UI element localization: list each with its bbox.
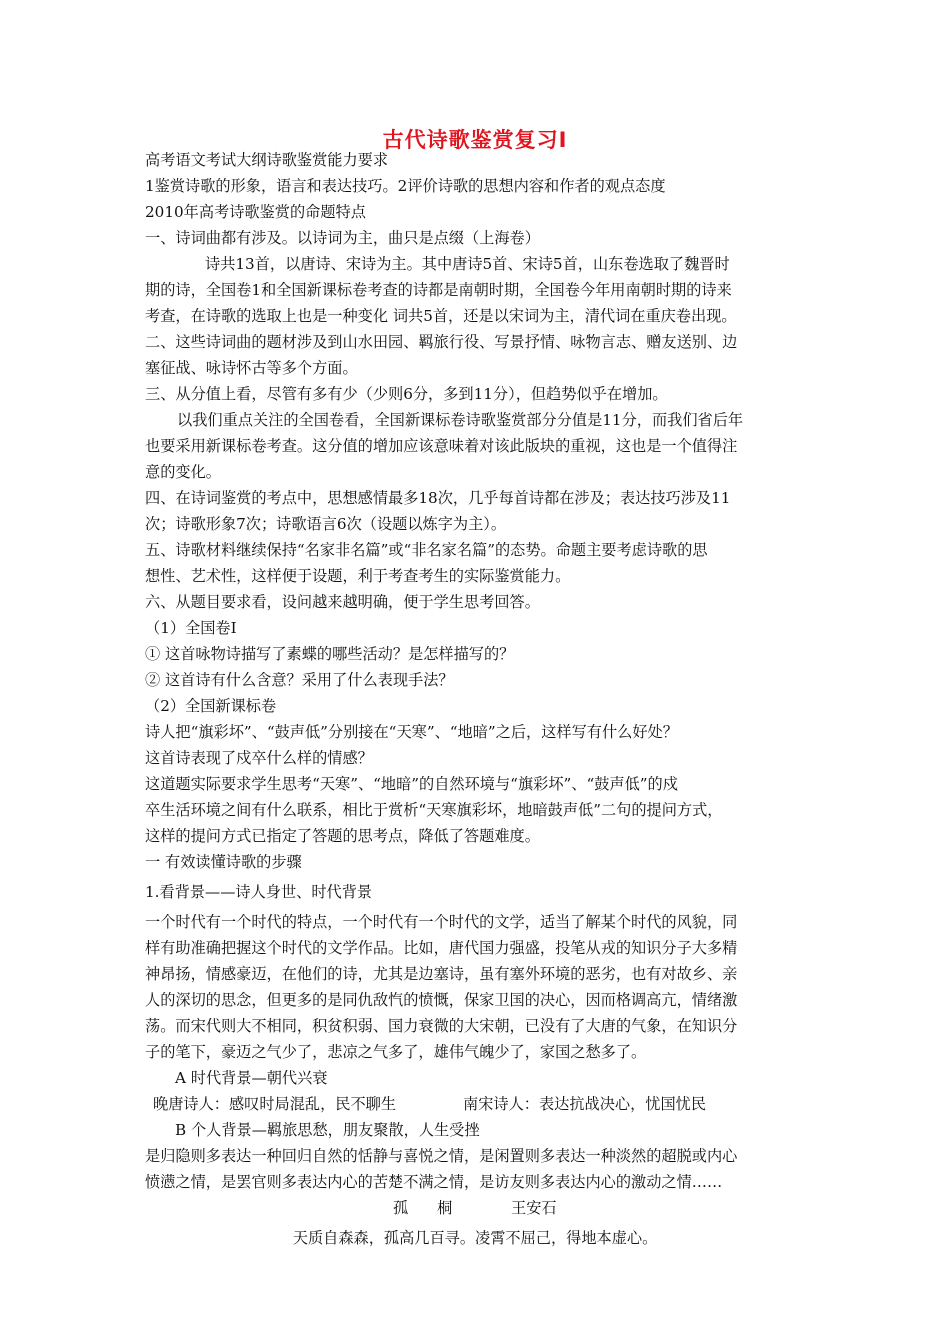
paragraph-line: 也要采用新课标卷考查。这分值的增加应该意味着对该此版块的重视，这也是一个值得注 — [145, 437, 738, 455]
paragraph-line: 荡。而宋代则大不相同，积贫积弱、国力衰微的大宋朝，已没有了大唐的气象，在知识分 — [145, 1017, 738, 1035]
paragraph-line: 卒生活环境之间有什么联系，相比于赏析“天寒旗彩坏，地暗鼓声低”二句的提问方式， — [145, 801, 723, 819]
question-line: 这首诗表现了戍卒什么样的情感？ — [145, 749, 373, 767]
subsection-heading: B 个人背景—羁旅思愁，朋友聚散，人生受挫 — [175, 1121, 480, 1139]
paragraph-line: 塞征战、咏诗怀古等多个方面。 — [145, 359, 358, 377]
paragraph-line: 人的深切的思念，但更多的是同仇敌忾的愤慨，保家卫国的决心，因而格调高亢，情绪激 — [145, 991, 738, 1009]
paragraph-line: 南宋诗人：表达抗战决心，忧国忧民 — [463, 1095, 706, 1113]
question-line: 诗人把“旗彩坏”、“鼓声低”分别接在“天寒”、“地暗”之后，这样写有什么好处？ — [145, 723, 678, 741]
paragraph-line: 以我们重点关注的全国卷看，全国新课标卷诗歌鉴赏部分分值是11分，而我们省后年 — [177, 411, 744, 429]
paragraph-line: 样有助准确把握这个时代的文学作品。比如，唐代国力强盛，投笔从戎的知识分子大多精 — [145, 939, 738, 957]
paragraph-line: 考查，在诗歌的选取上也是一种变化 词共5首，还是以宋词为主，清代词在重庆卷出现。 — [145, 307, 737, 325]
subsection-heading: A 时代背景—朝代兴衰 — [175, 1069, 328, 1087]
paragraph-line: 这样的提问方式已指定了答题的思考点，降低了答题难度。 — [145, 827, 540, 845]
subsection-heading: （2）全国新课标卷 — [145, 697, 277, 715]
paragraph-line: 是归隐则多表达一种回归自然的恬静与喜悦之情，是闲置则多表达一种淡然的超脱或内心 — [145, 1147, 738, 1165]
paragraph-line: 一个时代有一个时代的特点，一个时代有一个时代的文学，适当了解某个时代的风貌，同 — [145, 913, 738, 931]
paragraph-line: 晚唐诗人：感叹时局混乱，民不聊生 — [153, 1095, 396, 1113]
section-heading: 六、从题目要求看，设问越来越明确，便于学生思考回答。 — [145, 593, 540, 611]
section-heading: 一 有效读懂诗歌的步骤 — [145, 853, 302, 871]
section-heading: 一、诗词曲都有涉及。以诗词为主，曲只是点缀（上海卷） — [145, 229, 540, 247]
page-title: 古代诗歌鉴赏复习Ⅰ — [382, 128, 568, 152]
question-line: ① 这首咏物诗描写了素蝶的哪些活动？是怎样描写的？ — [145, 645, 515, 663]
subsection-heading: 1.看背景——诗人身世、时代背景 — [145, 883, 373, 901]
paragraph-line: 2010年高考诗歌鉴赏的命题特点 — [145, 203, 366, 221]
paragraph-line: 诗共13首，以唐诗、宋诗为主。其中唐诗5首、宋诗5首，山东卷选取了魏晋时 — [205, 255, 730, 273]
paragraph-line: 愤懑之情，是罢官则多表达内心的苦楚不满之情，是访友则多表达内心的激动之情…… — [145, 1173, 723, 1191]
paragraph-line: 想性、艺术性，这样便于设题，利于考查考生的实际鉴赏能力。 — [145, 567, 571, 585]
section-heading: 三、从分值上看，尽管有多有少（少则6分，多到11分），但趋势似乎在增加。 — [145, 385, 668, 403]
poem-title: 孤 桐 — [393, 1199, 453, 1217]
paragraph-line: 高考语文考试大纲诗歌鉴赏能力要求 — [145, 151, 388, 169]
subsection-heading: （1）全国卷Ⅰ — [145, 619, 237, 637]
poem-line: 天质自森森，孤高几百寻。凌霄不屈己，得地本虚心。 — [292, 1229, 658, 1247]
paragraph-line: 子的笔下，豪迈之气少了，悲凉之气多了，雄伟气魄少了，家国之愁多了。 — [145, 1043, 647, 1061]
section-heading: 四、在诗词鉴赏的考点中，思想感情最多18次，几乎每首诗都在涉及；表达技巧涉及11 — [145, 489, 731, 507]
paragraph-line: 意的变化。 — [145, 463, 221, 481]
section-heading: 五、诗歌材料继续保持“名家非名篇”或“非名家名篇”的态势。命题主要考虑诗歌的思 — [145, 541, 708, 559]
poem-author: 王安石 — [511, 1199, 557, 1217]
paragraph-line: 这道题实际要求学生思考“天寒”、“地暗”的自然环境与“旗彩坏”、“鼓声低”的戍 — [145, 775, 678, 793]
paragraph-line: 神昂扬，情感豪迈，在他们的诗，尤其是边塞诗，虽有塞外环境的恶劣，也有对故乡、亲 — [145, 965, 738, 983]
paragraph-line: 次；诗歌形象7次；诗歌语言6次（设题以炼字为主）。 — [145, 515, 507, 533]
paragraph-line: 1鉴赏诗歌的形象，语言和表达技巧。2评价诗歌的思想内容和作者的观点态度 — [145, 177, 666, 195]
question-line: ② 这首诗有什么含意？采用了什么表现手法？ — [145, 671, 454, 689]
section-heading: 二、这些诗词曲的题材涉及到山水田园、羁旅行役、写景抒情、咏物言志、赠友送别、边 — [145, 333, 738, 351]
paragraph-line: 期的诗，全国卷1和全国新课标卷考查的诗都是南朝时期，全国卷今年用南朝时期的诗来 — [145, 281, 732, 299]
